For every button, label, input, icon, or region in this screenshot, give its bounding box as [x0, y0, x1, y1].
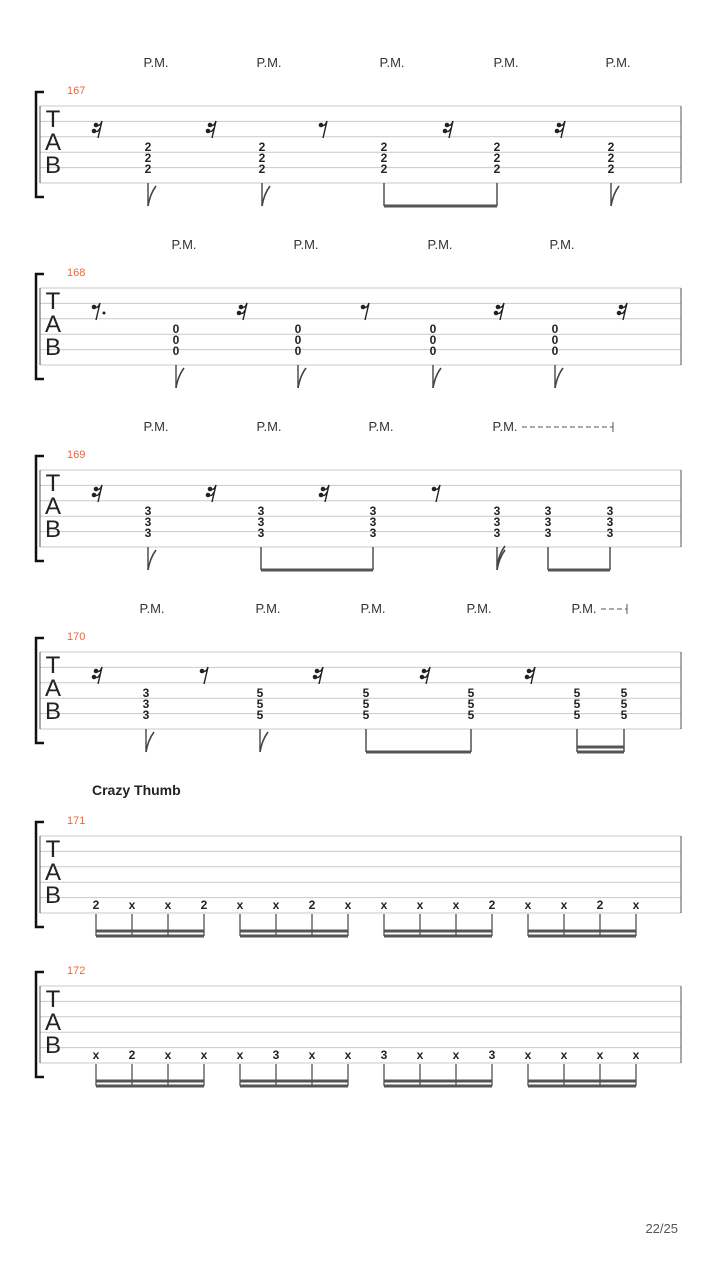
eighth-rest-icon — [200, 667, 208, 684]
fret-number: 0 — [172, 322, 180, 336]
note-flag — [260, 732, 268, 752]
fret-number: 5 — [362, 697, 370, 711]
fret-number: 2 — [258, 162, 266, 176]
sixteenth-rest-icon — [443, 121, 453, 138]
fret-number: 5 — [573, 697, 581, 711]
palm-mute-label: P.M. — [256, 55, 282, 70]
fret-number: 5 — [362, 686, 370, 700]
note-flag — [262, 186, 270, 206]
tab-clef-letter: T — [45, 836, 61, 863]
tab-clef-letter: A — [44, 311, 62, 338]
dead-note: x — [236, 898, 244, 912]
sixteenth-rest-icon — [237, 303, 247, 320]
fret-number: 0 — [429, 333, 437, 347]
fret-number: 3 — [544, 504, 552, 518]
fret-number: 5 — [256, 686, 264, 700]
sixteenth-rest-icon — [494, 303, 504, 320]
dead-note: x — [92, 1048, 100, 1062]
tab-clef-letter: A — [44, 1009, 62, 1036]
fret-number: 3 — [369, 504, 377, 518]
fret-number: 0 — [172, 344, 180, 358]
tab-clef-letter: A — [44, 859, 62, 886]
fret-number: 5 — [362, 708, 370, 722]
fret-number: 5 — [467, 686, 475, 700]
fret-number: 0 — [429, 322, 437, 336]
fret-number: 3 — [544, 515, 552, 529]
fret-number: 0 — [294, 333, 302, 347]
note-flag — [611, 186, 619, 206]
tab-clef-letter: T — [45, 986, 61, 1013]
tab-clef-letter: T — [45, 288, 61, 315]
tab-clef-letter: A — [44, 675, 62, 702]
fret-number: 0 — [551, 344, 559, 358]
fret-number: 3 — [144, 515, 152, 529]
fret-number: 2 — [128, 1048, 136, 1062]
dead-note: x — [272, 898, 280, 912]
dead-note: x — [416, 898, 424, 912]
dead-note: x — [416, 1048, 424, 1062]
measure-number: 169 — [67, 449, 86, 461]
palm-mute-label: P.M. — [171, 237, 197, 252]
fret-number: 3 — [257, 515, 265, 529]
fret-number: 3 — [272, 1048, 280, 1062]
fret-number: 2 — [596, 898, 604, 912]
sixteenth-rest-icon — [525, 667, 535, 684]
note-flag — [433, 368, 441, 388]
measure-number: 167 — [67, 85, 86, 97]
section-label: Crazy Thumb — [92, 782, 181, 798]
measure-number: 171 — [67, 815, 86, 827]
tab-clef-letter: B — [44, 1032, 62, 1059]
fret-number: 5 — [467, 708, 475, 722]
sixteenth-rest-icon — [319, 485, 329, 502]
dead-note: x — [344, 898, 352, 912]
fret-number: 2 — [258, 140, 266, 154]
fret-number: 5 — [467, 697, 475, 711]
fret-number: 2 — [607, 151, 615, 165]
page-number: 22/25 — [645, 1221, 678, 1236]
fret-number: 0 — [294, 322, 302, 336]
measure-number: 172 — [67, 965, 86, 977]
palm-mute-label: P.M. — [293, 237, 319, 252]
fret-number: 2 — [493, 140, 501, 154]
fret-number: 3 — [493, 526, 501, 540]
fret-number: 3 — [544, 526, 552, 540]
fret-number: 3 — [257, 504, 265, 518]
fret-number: 5 — [256, 697, 264, 711]
fret-number: 2 — [200, 898, 208, 912]
fret-number: 5 — [573, 708, 581, 722]
fret-number: 3 — [606, 504, 614, 518]
fret-number: 5 — [620, 708, 628, 722]
fret-number: 2 — [493, 151, 501, 165]
fret-number: 2 — [607, 162, 615, 176]
palm-mute-label: P.M. — [379, 55, 405, 70]
fret-number: 3 — [493, 504, 501, 518]
sixteenth-rest-icon — [555, 121, 565, 138]
palm-mute-label: P.M. — [256, 419, 282, 434]
fret-number: 3 — [144, 504, 152, 518]
dead-note: x — [344, 1048, 352, 1062]
dead-note: x — [524, 1048, 532, 1062]
dead-note: x — [200, 1048, 208, 1062]
dead-note: x — [452, 1048, 460, 1062]
tab-clef-letter: T — [45, 470, 61, 497]
dead-note: x — [560, 1048, 568, 1062]
palm-mute-label: P.M. — [549, 237, 575, 252]
tab-system — [36, 237, 681, 388]
palm-mute-label: P.M. — [466, 601, 492, 616]
fret-number: 3 — [257, 526, 265, 540]
tab-clef-letter: T — [45, 652, 61, 679]
palm-mute-label: P.M. — [571, 601, 597, 616]
sixteenth-rest-icon — [92, 485, 102, 502]
tab-clef-letter: B — [44, 698, 62, 725]
dead-note: x — [236, 1048, 244, 1062]
fret-number: 0 — [551, 322, 559, 336]
tab-system — [36, 601, 681, 752]
palm-mute-label: P.M. — [493, 55, 519, 70]
dead-note: x — [128, 898, 136, 912]
fret-number: 5 — [620, 686, 628, 700]
fret-number: 0 — [294, 344, 302, 358]
fret-number: 3 — [142, 686, 150, 700]
fret-number: 3 — [142, 708, 150, 722]
tab-clef-letter: T — [45, 106, 61, 133]
fret-number: 3 — [142, 697, 150, 711]
fret-number: 2 — [493, 162, 501, 176]
dotted-eighth-rest-icon — [92, 303, 106, 320]
fret-number: 0 — [429, 344, 437, 358]
fret-number: 2 — [144, 140, 152, 154]
fret-number: 3 — [369, 515, 377, 529]
dead-note: x — [560, 898, 568, 912]
tab-system — [36, 419, 681, 570]
note-flag — [148, 186, 156, 206]
palm-mute-label: P.M. — [143, 419, 169, 434]
fret-number: 2 — [380, 151, 388, 165]
fret-number: 2 — [144, 162, 152, 176]
dead-note: x — [380, 898, 388, 912]
dead-note: x — [164, 898, 172, 912]
fret-number: 3 — [144, 526, 152, 540]
measure-number: 168 — [67, 267, 86, 279]
fret-number: 2 — [607, 140, 615, 154]
rest-dot — [103, 312, 106, 315]
tab-clef-letter: B — [44, 516, 62, 543]
fret-number: 2 — [308, 898, 316, 912]
tab-system — [36, 965, 681, 1086]
eighth-rest-icon — [361, 303, 369, 320]
fret-number: 5 — [256, 708, 264, 722]
dead-note: x — [308, 1048, 316, 1062]
palm-mute-label: P.M. — [143, 55, 169, 70]
fret-number: 2 — [258, 151, 266, 165]
fret-number: 2 — [380, 140, 388, 154]
palm-mute-label: P.M. — [492, 419, 518, 434]
fret-number: 2 — [380, 162, 388, 176]
fret-number: 2 — [144, 151, 152, 165]
measure-number: 170 — [67, 631, 86, 643]
sixteenth-rest-icon — [420, 667, 430, 684]
dead-note: x — [632, 898, 640, 912]
dead-note: x — [164, 1048, 172, 1062]
fret-number: 3 — [606, 515, 614, 529]
dead-note: x — [596, 1048, 604, 1062]
note-flag — [148, 550, 156, 570]
sixteenth-rest-icon — [92, 667, 102, 684]
eighth-rest-icon — [319, 121, 327, 138]
fret-number: 0 — [172, 333, 180, 347]
note-flag — [298, 368, 306, 388]
palm-mute-label: P.M. — [255, 601, 281, 616]
note-flag — [176, 368, 184, 388]
palm-mute-label: P.M. — [139, 601, 165, 616]
dead-note: x — [452, 898, 460, 912]
tab-clef-letter: B — [44, 334, 62, 361]
tab-system — [36, 782, 681, 936]
sixteenth-rest-icon — [206, 485, 216, 502]
dead-note: x — [524, 898, 532, 912]
palm-mute-label: P.M. — [605, 55, 631, 70]
fret-number: 5 — [620, 697, 628, 711]
fret-number: 3 — [493, 515, 501, 529]
fret-number: 0 — [551, 333, 559, 347]
sixteenth-rest-icon — [92, 121, 102, 138]
tab-clef-letter: A — [44, 129, 62, 156]
fret-number: 2 — [92, 898, 100, 912]
note-flag — [146, 732, 154, 752]
tab-clef-letter: A — [44, 493, 62, 520]
fret-number: 3 — [380, 1048, 388, 1062]
sixteenth-rest-icon — [206, 121, 216, 138]
tab-clef-letter: B — [44, 882, 62, 909]
tab-clef-letter: B — [44, 152, 62, 179]
fret-number: 3 — [488, 1048, 496, 1062]
sixteenth-rest-icon — [313, 667, 323, 684]
fret-number: 5 — [573, 686, 581, 700]
palm-mute-label: P.M. — [427, 237, 453, 252]
palm-mute-label: P.M. — [368, 419, 394, 434]
note-flag — [555, 368, 563, 388]
tab-system — [36, 55, 681, 206]
eighth-rest-icon — [432, 485, 440, 502]
fret-number: 3 — [369, 526, 377, 540]
fret-number: 3 — [606, 526, 614, 540]
sixteenth-rest-icon — [617, 303, 627, 320]
dead-note: x — [632, 1048, 640, 1062]
fret-number: 2 — [488, 898, 496, 912]
palm-mute-label: P.M. — [360, 601, 386, 616]
